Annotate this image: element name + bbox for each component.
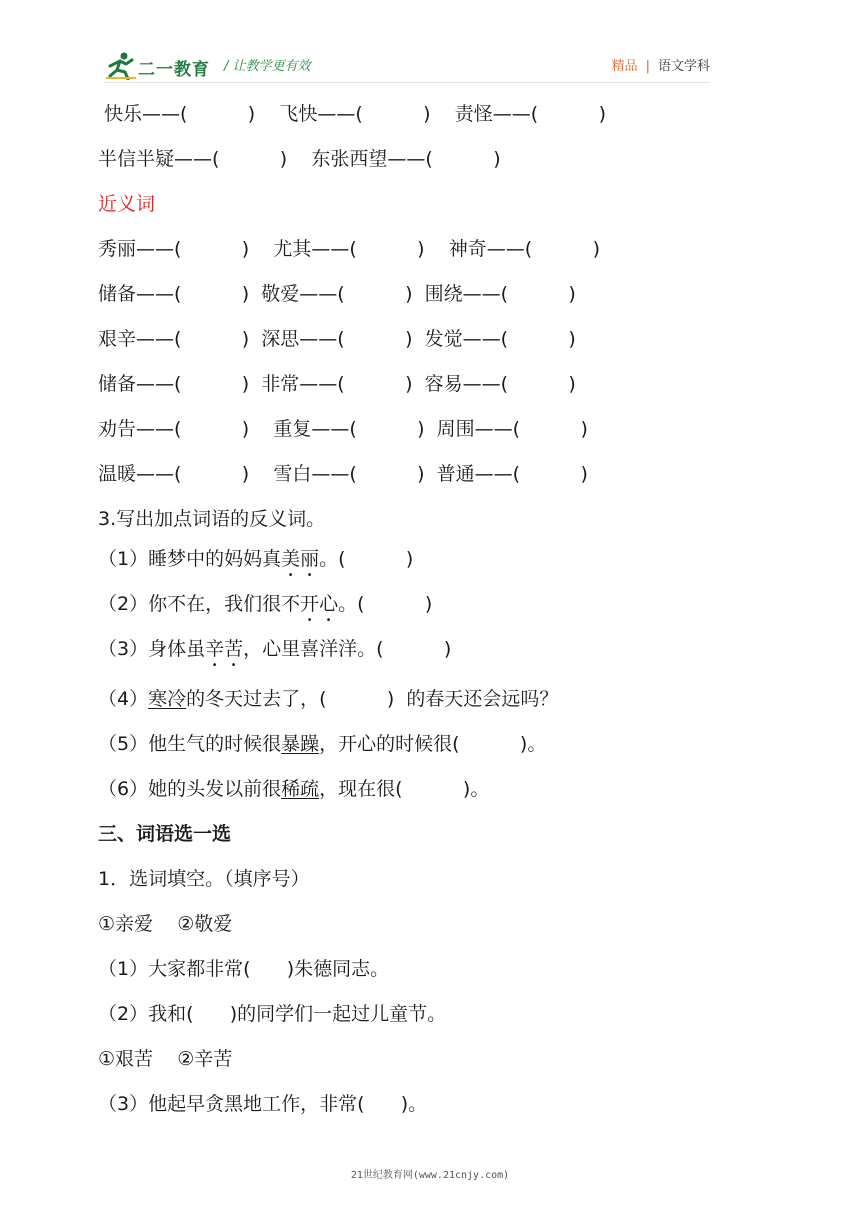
dotted-word: 开心 [300, 593, 339, 615]
synonym-row: 温暖——( ) 雪白——( ) 普通——( ) [98, 463, 588, 485]
header-subject-tag [612, 55, 710, 74]
fill-item: （3）他起早贪黑地工作，非常( )。 [98, 1093, 428, 1115]
header-divider [104, 82, 710, 83]
q3-item: （5）他生气的时候很暴躁，开心的时候很( )。 [98, 733, 547, 755]
logo-text: 二一教育 [138, 60, 210, 80]
word-options: ①艰苦 ②辛苦 [98, 1048, 233, 1070]
synonym-row: 储备——( ) 敬爱——( ) 围绕——( ) [98, 283, 576, 305]
synonym-heading: 近义词 [98, 193, 156, 215]
synonym-row: 劝告——( ) 重复——( ) 周围——( ) [98, 418, 588, 440]
q3-item: （2）你不在，我们很不开心。( ) [98, 593, 433, 615]
q3-item: （3）身体虽辛苦，心里喜洋洋。( ) [98, 638, 452, 660]
q3-item: （6）她的头发以前很稀疏，现在很( )。 [98, 778, 490, 800]
tag-quality: 精品 [611, 59, 638, 74]
page-header [104, 48, 710, 82]
tag-separator: | [645, 59, 650, 74]
q3-title: 3.写出加点词语的反义词。 [98, 508, 326, 530]
synonym-row: 艰辛——( ) 深思——( ) 发觉——( ) [98, 328, 576, 350]
antonym-row: 半信半疑——( ) 东张西望——( ) [98, 148, 501, 170]
antonym-row: 快乐——( ) 飞快——( ) 责怪——( ) [104, 103, 606, 125]
underlined-word: 暴躁 [281, 733, 320, 755]
fill-item: （2）我和( )的同学们一起过儿童节。 [98, 1003, 447, 1025]
fill-item: （1）大家都非常( )朱德同志。 [98, 958, 390, 980]
page-footer: 21世纪教育网(www.21cnjy.com) [350, 1170, 510, 1181]
section-heading: 三、词语选一选 [98, 823, 232, 845]
tag-subject: 语文学科 [657, 59, 710, 74]
word-options: ①亲爱 ②敬爱 [98, 913, 233, 935]
runner-logo-icon [104, 50, 138, 80]
q3-item: （4）寒冷的冬天过去了，( ) 的春天还会远吗？ [98, 688, 559, 710]
dotted-word: 辛苦 [205, 638, 244, 660]
underlined-word: 寒冷 [148, 688, 187, 710]
dotted-word: 美丽 [281, 548, 320, 570]
underlined-word: 稀疏 [281, 778, 320, 800]
logo [104, 50, 244, 80]
q3-item: （1）睡梦中的妈妈真美丽。( ) [98, 548, 414, 570]
synonym-row: 储备——( ) 非常——( ) 容易——( ) [98, 373, 576, 395]
header-slogan: / 让教学更有效 [224, 59, 311, 74]
q1-title: 1．选词填空。（填序号） [98, 868, 310, 890]
synonym-row: 秀丽——( ) 尤其——( ) 神奇——( ) [98, 238, 600, 260]
